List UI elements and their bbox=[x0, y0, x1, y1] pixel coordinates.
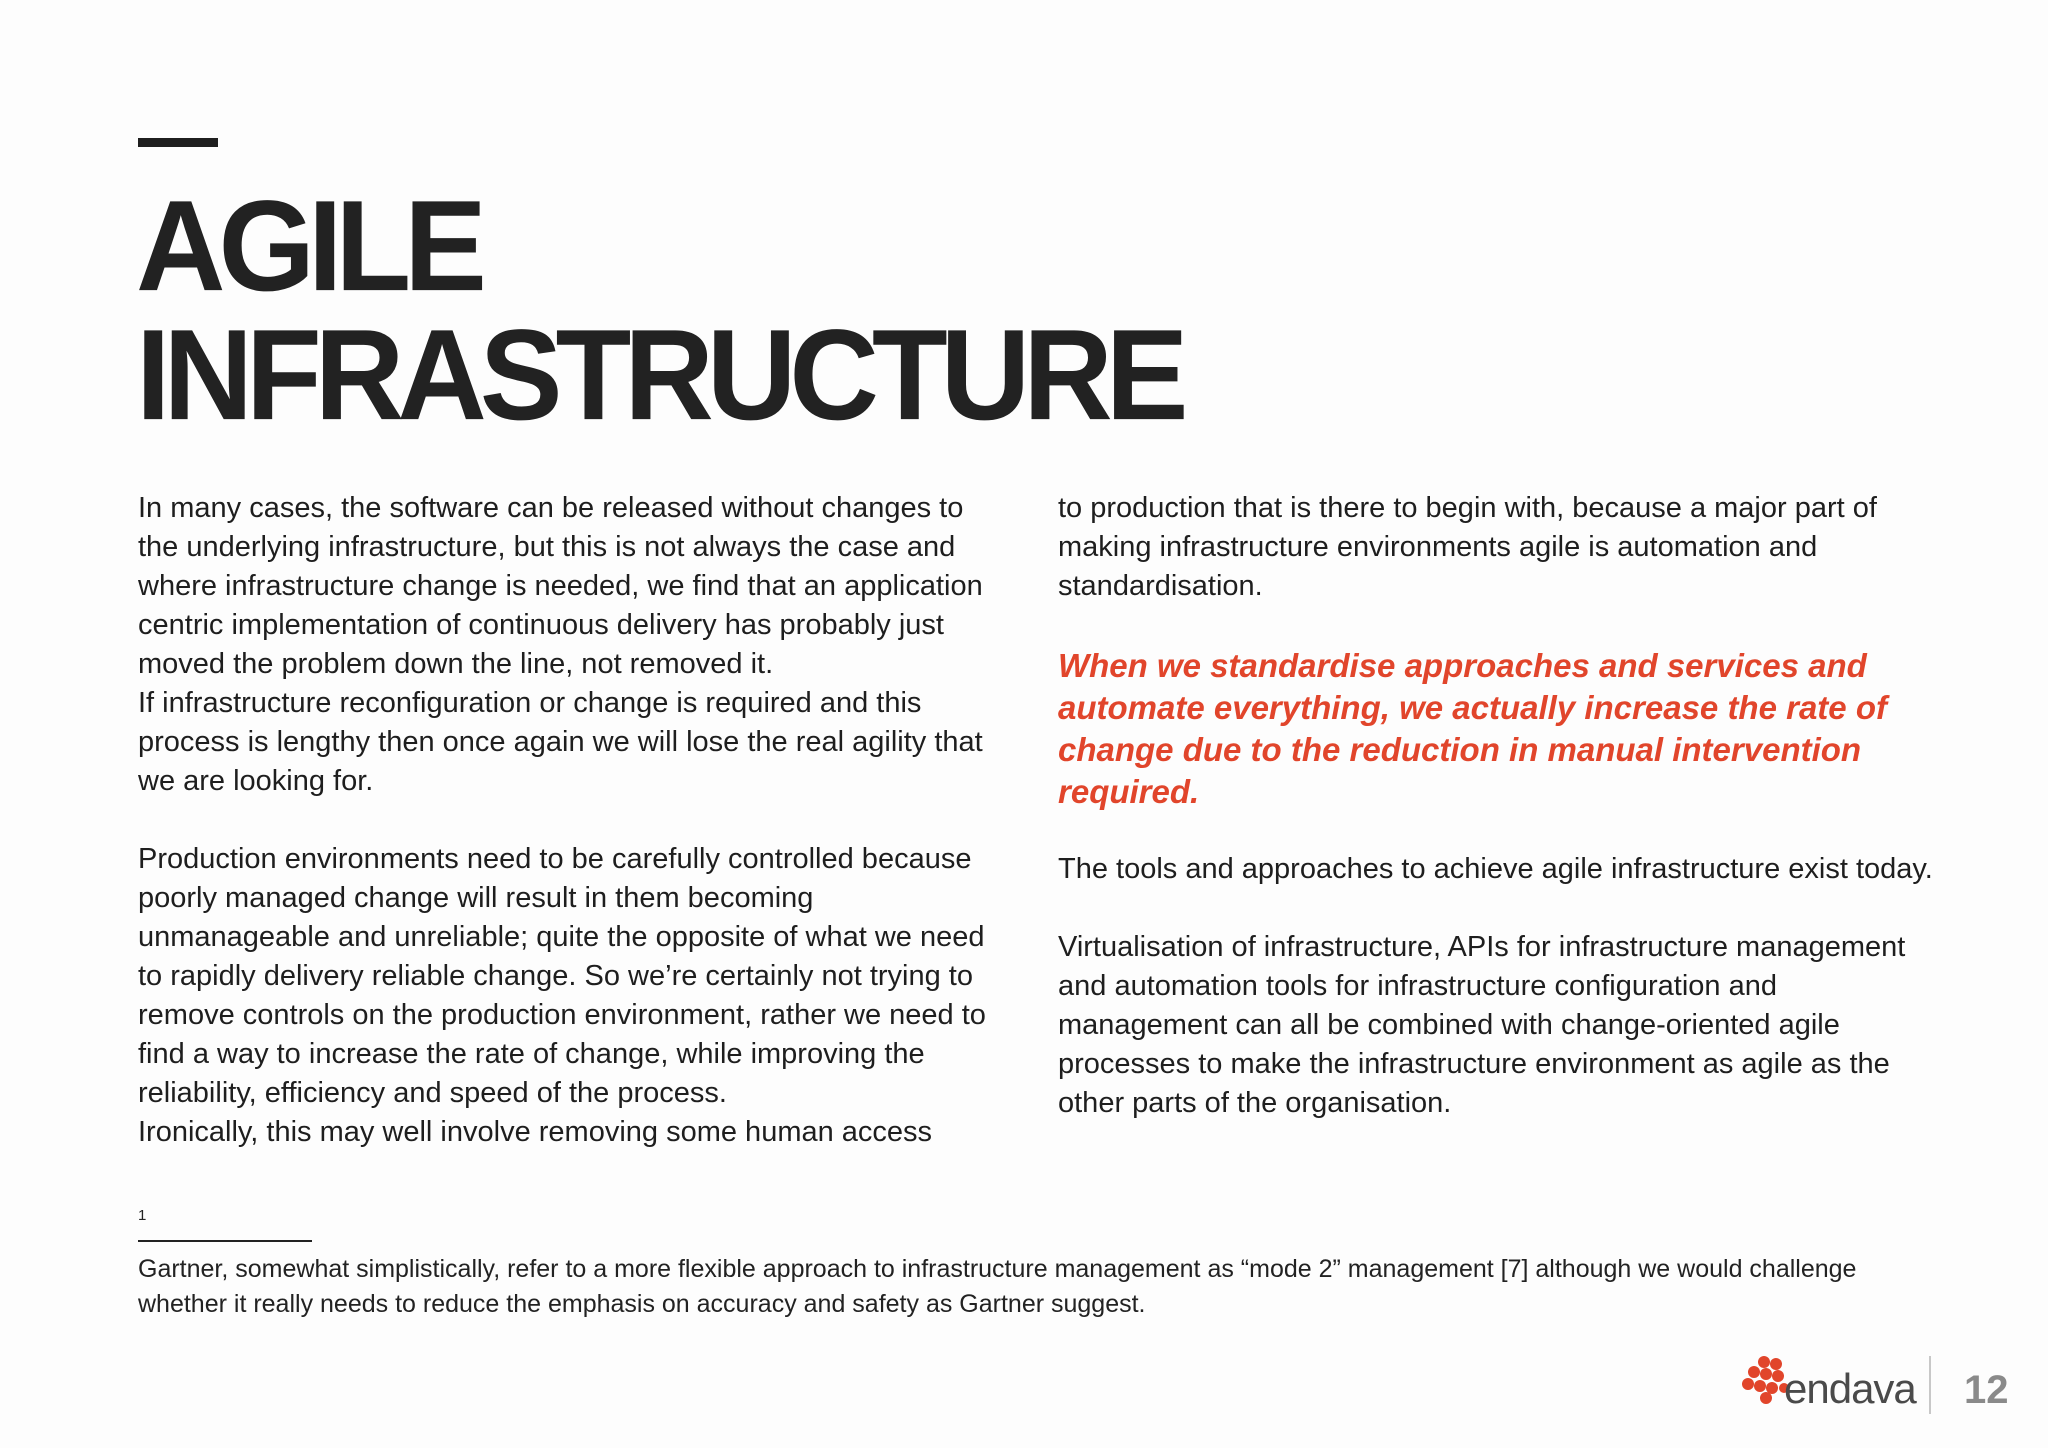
footer-divider bbox=[1929, 1356, 1931, 1414]
right-column bbox=[1058, 489, 1938, 1123]
right-paragraph-3: Virtualisation of infrastructure, APIs for infrastructure management and automation tools for infrastructure configuration and management can all be combined with change-oriented agile processes to make the infrastructure environment as agile as the other parts of the organisation. bbox=[1058, 931, 1906, 1119]
title-accent-dash bbox=[138, 138, 218, 147]
footnote-divider bbox=[138, 1240, 312, 1242]
left-paragraph-1: In many cases, the software can be released without changes to the underlying infrastructure, but this is not always the case and where infrastructure change is needed, we find that an application centric implementation of continuous delivery has probably just moved the problem down the line, not removed it. bbox=[138, 492, 983, 680]
footnote-number: 1 bbox=[138, 1207, 147, 1224]
title-line-2: INFRASTRUCTURE bbox=[136, 303, 1182, 448]
pull-quote: When we standardise approaches and services and automate everything, we actually increase the rate of change due to the reduction in manual intervention required. bbox=[1058, 647, 1887, 810]
page-number: 12 bbox=[1964, 1368, 2009, 1412]
left-column bbox=[138, 489, 1008, 1152]
left-paragraph-2: If infrastructure reconfiguration or change is required and this process is lengthy then once again we will lose the real agility that we are looking for. bbox=[138, 687, 983, 797]
brand-wordmark: endava bbox=[1784, 1365, 1916, 1412]
right-paragraph-1: to production that is there to begin with, because a major part of making infrastructure environments agile is automation and standardisation. bbox=[1058, 492, 1877, 602]
right-paragraph-2: The tools and approaches to achieve agile infrastructure exist today. bbox=[1058, 853, 1933, 885]
title-line-1: AGILE bbox=[136, 174, 480, 319]
left-paragraph-3: Production environments need to be carefully controlled because poorly managed change will result in them becoming unmanageable and unreliable; quite the opposite of what we need to rapidly delivery reliable change. So we’re certainly not trying to remove controls on the production environment, rather we need to find a way to increase the rate of change, while improving the reliability, efficiency and speed of the process. bbox=[138, 843, 986, 1109]
left-paragraph-4: Ironically, this may well involve removing some human access bbox=[138, 1116, 933, 1148]
page-title bbox=[136, 174, 1182, 448]
footnote-text: Gartner, somewhat simplistically, refer to a more flexible approach to infrastructure management as “mode 2” management [7] although we would challenge whether it really needs to reduce the emphasis on accuracy and safety as Gartner suggest. bbox=[138, 1255, 1857, 1318]
